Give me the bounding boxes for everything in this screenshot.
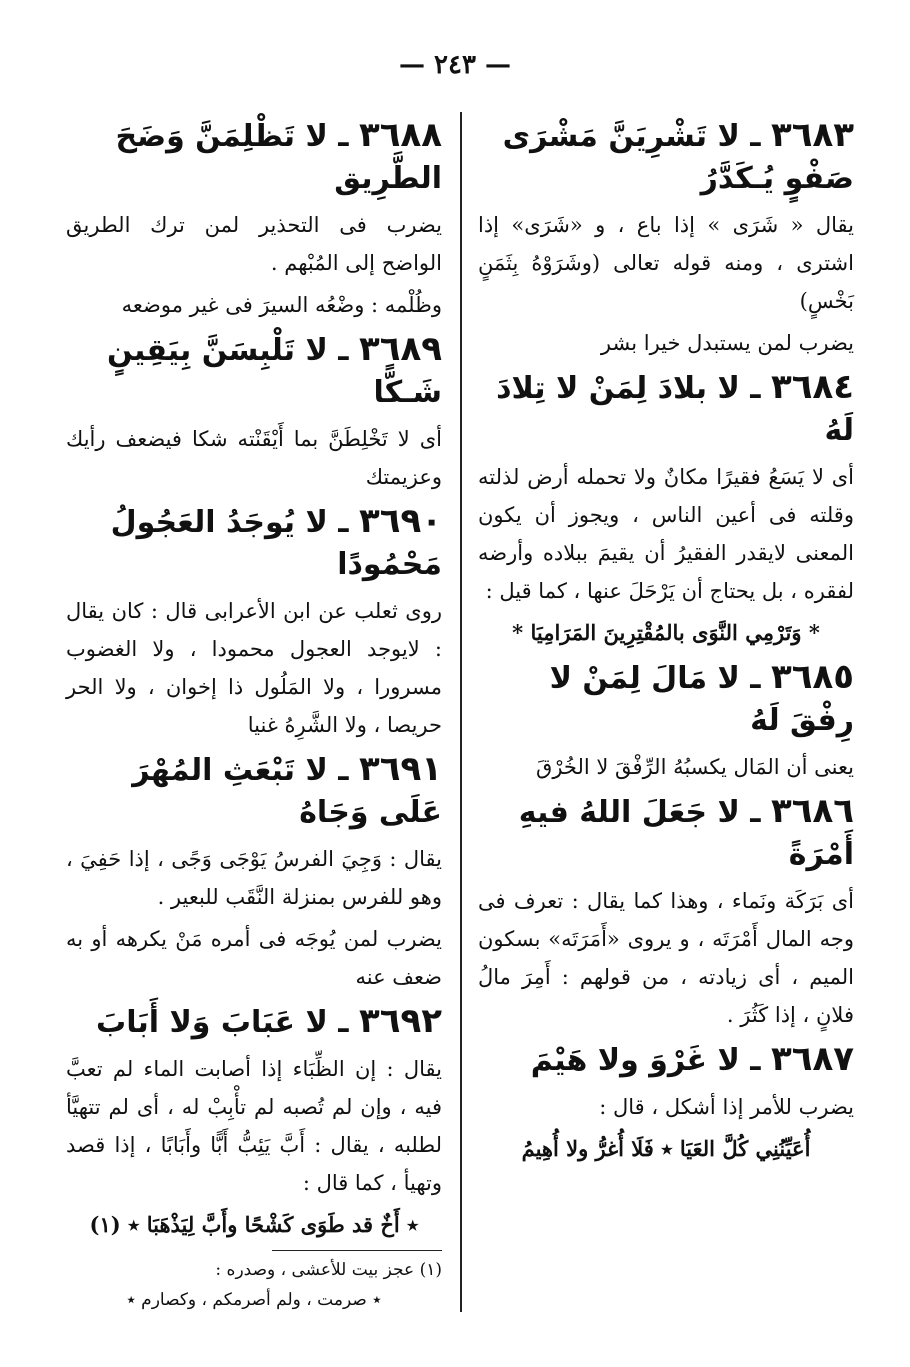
- entry-heading: ٣٦٨٥ ـ لا مَالَ لِمَنْ لا رِفْقَ لَهُ: [549, 657, 854, 738]
- entry-number: ٣٦٨٤: [770, 367, 854, 407]
- entry-paragraph: روى ثعلب عن ابن الأعرابى قال : كان يقال : لايوجد العجول محمودا ، ولا الغضوب مسرورا ، ولا المَلُول ذا إخوان ، ولا الحر حريصا ، ولا الشَّرِهُ غنيا: [66, 599, 442, 737]
- proverb-text: لا غَرْوَ ولا هَيْمَ: [530, 1043, 740, 1078]
- entry-body: [66, 592, 442, 744]
- entry-heading: ٣٦٩٢ ـ لا عَبَابَ وَلا أَبَابَ: [96, 1001, 442, 1041]
- proverb-text: لا عَبَابَ وَلا أَبَابَ: [96, 1005, 328, 1040]
- footnote-line: (١) عجز بيت للأعشى ، وصدره :: [215, 1260, 442, 1280]
- entry-heading: ٣٦٨٩ ـ لا تَلْبِسَنَّ بِيَقِينٍ شَـكًّا: [106, 329, 442, 410]
- entry-heading: ٣٦٨٣ ـ لا تَشْرِيَنَّ مَشْرَى صَفْوٍ يُـكَدَّرُ: [502, 115, 854, 196]
- entry-paragraph: يقال « شَرَى » إذا باع ، و «شَرَى» إذا اشترى ، ومنه قوله تعالى (وشَرَوْهُ بِثَمَنٍ بَخْسٍ): [478, 213, 854, 313]
- entry-paragraph: وظُلْمه : وضْعُه السيرَ فى غير موضعه: [121, 293, 442, 317]
- proverb-text: لا مَالَ لِمَنْ لا رِفْقَ لَهُ: [549, 661, 854, 738]
- entry-paragraph: يضرب للأمر إذا أشكل ، قال :: [599, 1095, 854, 1119]
- left-column: [66, 112, 442, 1312]
- entry-number: ٣٦٨٨: [358, 115, 442, 155]
- poetry-verse: ٭ أَخٌ قد طَوَى كَشْحًا وأَبَّ لِيَذْهَبَا ٭ (١): [89, 1212, 419, 1237]
- entry-body: [478, 748, 854, 786]
- entry-heading: ٣٦٨٦ ـ لا جَعَلَ اللهُ فيهِ أَمْرَةً: [518, 791, 854, 872]
- entry-body: [478, 882, 854, 1034]
- entry-paragraph: يضرب فى التحذير لمن ترك الطريق الواضح إلى المُبْهم .: [66, 213, 442, 275]
- entry-3684: [478, 366, 854, 652]
- entry-body: [66, 420, 442, 496]
- footnote-line: ٭ صرمت ، ولم أصرمكم ، وكصارم ٭: [126, 1290, 382, 1310]
- entry-number: ٣٦٨٣: [770, 115, 854, 155]
- entry-number: ٣٦٩٢: [358, 1001, 442, 1041]
- entry-3683: [478, 114, 854, 362]
- entry-number: ٣٦٩١: [358, 749, 442, 789]
- proverb-text: لا جَعَلَ اللهُ فيهِ أَمْرَةً: [518, 795, 854, 872]
- entry-3689: [66, 328, 442, 496]
- poetry-verse: * وَتَرْمِي النَّوَى بالمُقْتِرِينَ المَرَامِيَا *: [512, 620, 820, 645]
- entry-body: [478, 458, 854, 652]
- entry-paragraph: أى بَرَكَة ونَماء ، وهذا كما يقال : تعرف فى وجه المال أَمْرَتَه ، و يروى «أَمَرَتَه» بسكون الميم ، أى زيادته ، من قولهم : أَمِرَ مالُ فلانٍ ، إذا كَثُرَ .: [478, 889, 854, 1027]
- entry-3685: [478, 656, 854, 786]
- entry-heading: ٣٦٨٨ ـ لا تَظْلِمَنَّ وَضَحَ الطَّرِيق: [115, 115, 442, 196]
- entry-3687: [478, 1038, 854, 1168]
- entry-paragraph: أى لا تَخْلِطَنَّ بما أَيْقَنْته شكا فيضعف رأيك وعزيمتك: [66, 427, 442, 489]
- proverb-text: لا تَظْلِمَنَّ وَضَحَ الطَّرِيق: [115, 119, 442, 196]
- entry-paragraph: أى لا يَسَعُ فقيرًا مكانٌ ولا تحمله أرض لذلته وقلته فى أعين الناس ، ويجوز أن يكون المعنى لايقدر الفقيرُ أن يقيمَ ببلاده وأرضه لفقره ، بل يحتاج أن يَرْحَلَ عنها ، كما قيل :: [478, 465, 854, 603]
- entry-3690: [66, 500, 442, 744]
- entry-heading: ٣٦٩١ ـ لا تَبْعَثِ المُهْرَ عَلَى وَجَاهُ: [132, 749, 442, 830]
- entry-3686: [478, 790, 854, 1034]
- proverb-text: لا يُوجَدُ العَجُولُ مَحْمُودًا: [110, 505, 442, 582]
- proverb-text: لا تَبْعَثِ المُهْرَ عَلَى وَجَاهُ: [132, 753, 442, 830]
- entry-body: [66, 206, 442, 324]
- entry-paragraph: يعنى أن المَال يكسبُهُ الرِّفْقَ لا الخُرْقَ: [536, 755, 854, 779]
- footnote-rule: [272, 1250, 442, 1251]
- entry-body: [478, 1088, 854, 1168]
- entry-body: [66, 840, 442, 996]
- entry-3692: [66, 1000, 442, 1244]
- proverb-text: لا بلادَ لِمَنْ لا تِلادَ لَهُ: [496, 371, 854, 448]
- page-number: — ٢٤٣ —: [398, 50, 512, 80]
- right-column: [478, 112, 854, 1312]
- entry-number: ٣٦٨٩: [358, 329, 442, 369]
- entry-number: ٣٦٩٠: [358, 501, 442, 541]
- column-divider: [460, 112, 462, 1312]
- entry-heading: ٣٦٨٧ ـ لا غَرْوَ ولا هَيْمَ: [530, 1039, 854, 1079]
- entry-paragraph: يقال : إن الظِّبَاء إذا أصابت الماء لم تعبَّ فيه ، وإن لم تُصبه لم تأْبِبْ له ، أى لم تتهيَّأ لطلبه ، يقال : أَبَّ يَئِبُّ أَبًّا وأَبَابًا ، إذا قصد وتهيأ ، كما قال :: [66, 1057, 442, 1195]
- entry-paragraph: يقال : وَجِيَ الفرسُ يَوْجَى وَجًى ، إذا حَفِيَ ، وهو للفرس بمنزلة النَّقَب للبعير .: [66, 847, 442, 909]
- poetry-verse: أُعَيِّنُنِي كُلَّ العَيَا ٭ فَلَا أُغرُّ ولا أُهِيمُ: [521, 1136, 811, 1161]
- proverb-text: لا تَشْرِيَنَّ مَشْرَى صَفْوٍ يُـكَدَّرُ: [502, 119, 854, 196]
- proverb-text: لا تَلْبِسَنَّ بِيَقِينٍ شَـكًّا: [106, 333, 442, 410]
- entry-paragraph: يضرب لمن يُوجَه فى أمره مَنْ يكرهه أو به ضعف عنه: [66, 927, 442, 989]
- entry-body: [478, 206, 854, 362]
- entry-3688: [66, 114, 442, 324]
- entry-3691: [66, 748, 442, 996]
- footnote: [66, 1255, 442, 1315]
- entry-number: ٣٦٨٥: [770, 657, 854, 697]
- entry-number: ٣٦٨٧: [770, 1039, 854, 1079]
- entry-heading: ٣٦٩٠ ـ لا يُوجَدُ العَجُولُ مَحْمُودًا: [110, 501, 442, 582]
- entry-paragraph: يضرب لمن يستبدل خيرا بشر: [600, 331, 854, 355]
- entry-number: ٣٦٨٦: [770, 791, 854, 831]
- entry-heading: ٣٦٨٤ ـ لا بلادَ لِمَنْ لا تِلادَ لَهُ: [496, 367, 854, 448]
- entry-body: [66, 1050, 442, 1244]
